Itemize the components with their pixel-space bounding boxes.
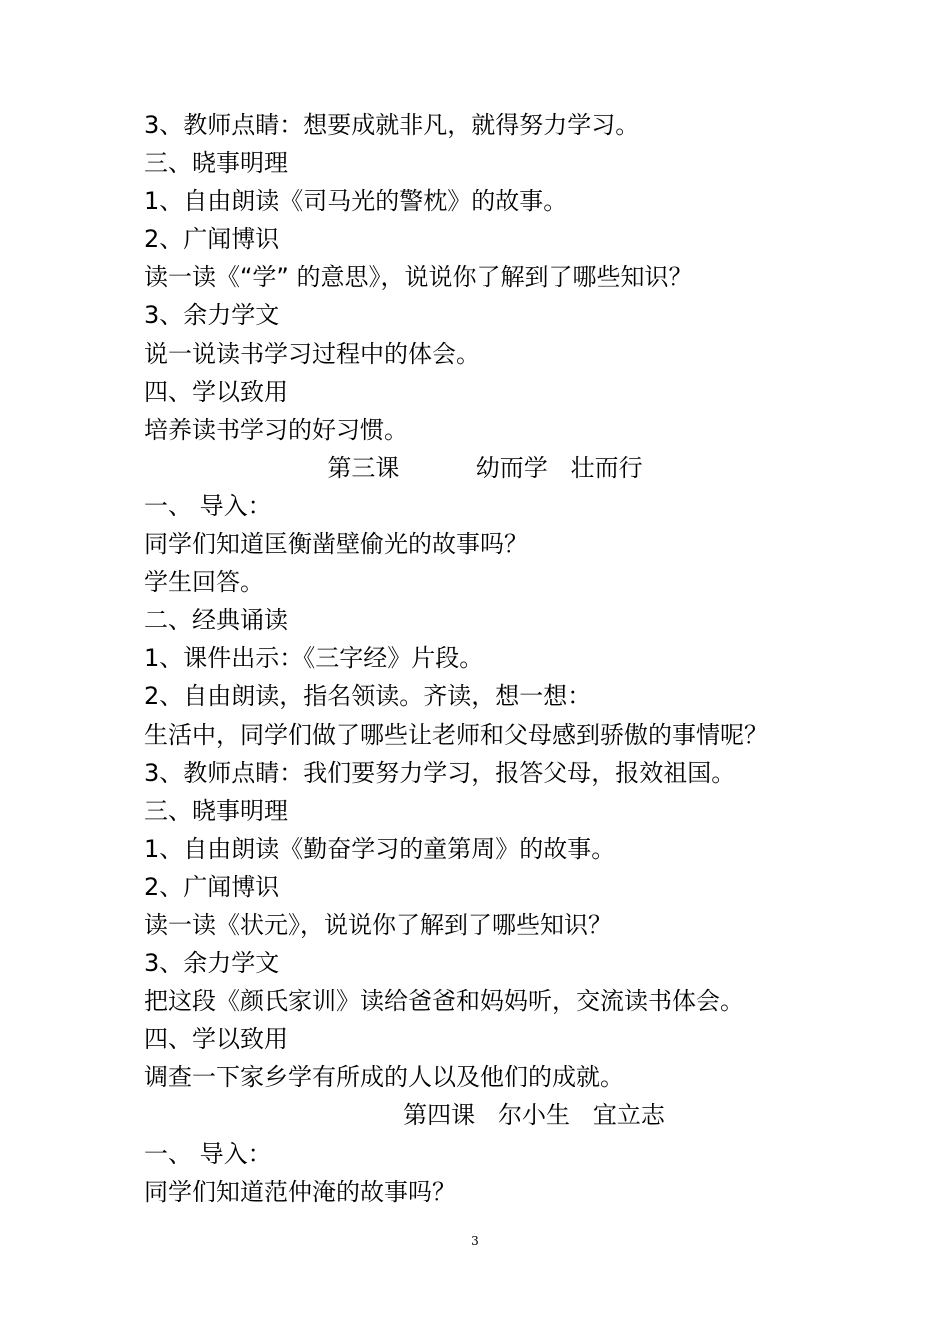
text-line: 2、广闻博识 — [144, 872, 280, 901]
text-line: 2、广闻博识 — [144, 225, 280, 254]
text-line: 3、余力学文 — [144, 949, 280, 978]
text-line: 1、课件出示：《三字经》片段。 — [144, 644, 484, 673]
text-line: 3、教师点睛：想要成就非凡，就得努力学习。 — [144, 111, 640, 139]
text-line: 调查一下家乡学有所成的人以及他们的成就。 — [144, 1063, 624, 1092]
section-heading: 四、学以致用 — [144, 1025, 288, 1054]
text-line: 把这段《颜氏家训》读给爸爸和妈妈听，交流读书体会。 — [144, 987, 744, 1016]
text-line: 培养读书学习的好习惯。 — [144, 415, 408, 444]
section-heading: 一、 导入： — [144, 1139, 272, 1168]
text-line: 说一说读书学习过程中的体会。 — [144, 339, 480, 368]
lesson-title: 第四课 尔小生 宜立志 — [403, 1101, 665, 1130]
text-line: 读一读《状元》，说说你了解到了哪些知识？ — [144, 910, 612, 939]
section-heading: 四、学以致用 — [144, 377, 288, 406]
text-line: 3、余力学文 — [144, 301, 280, 330]
body-text — [144, 106, 844, 1211]
text-line: 学生回答。 — [144, 568, 264, 597]
text-line: 读一读《“学” 的意思》，说说你了解到了哪些知识？ — [144, 263, 693, 292]
text-line: 生活中，同学们做了哪些让老师和父母感到骄傲的事情呢？ — [144, 720, 768, 749]
section-heading: 二、经典诵读 — [144, 606, 288, 635]
text-line: 1、自由朗读《勤奋学习的童第周》的故事。 — [144, 834, 616, 863]
text-line: 2、自由朗读，指名领读。齐读，想一想： — [144, 682, 592, 711]
text-line: 3、教师点睛：我们要努力学习，报答父母，报效祖国。 — [144, 758, 736, 787]
text-line: 1、自由朗读《司马光的警枕》的故事。 — [144, 187, 568, 216]
section-heading: 一、 导入： — [144, 491, 272, 520]
page-number: 3 — [471, 1234, 479, 1248]
text-line: 同学们知道匡衡凿壁偷光的故事吗？ — [144, 530, 528, 559]
lesson-title: 第三课 幼而学 壮而行 — [327, 453, 643, 482]
section-heading: 三、晓事明理 — [144, 796, 288, 825]
section-heading: 三、晓事明理 — [144, 149, 288, 178]
text-line: 同学们知道范仲淹的故事吗？ — [144, 1177, 456, 1206]
